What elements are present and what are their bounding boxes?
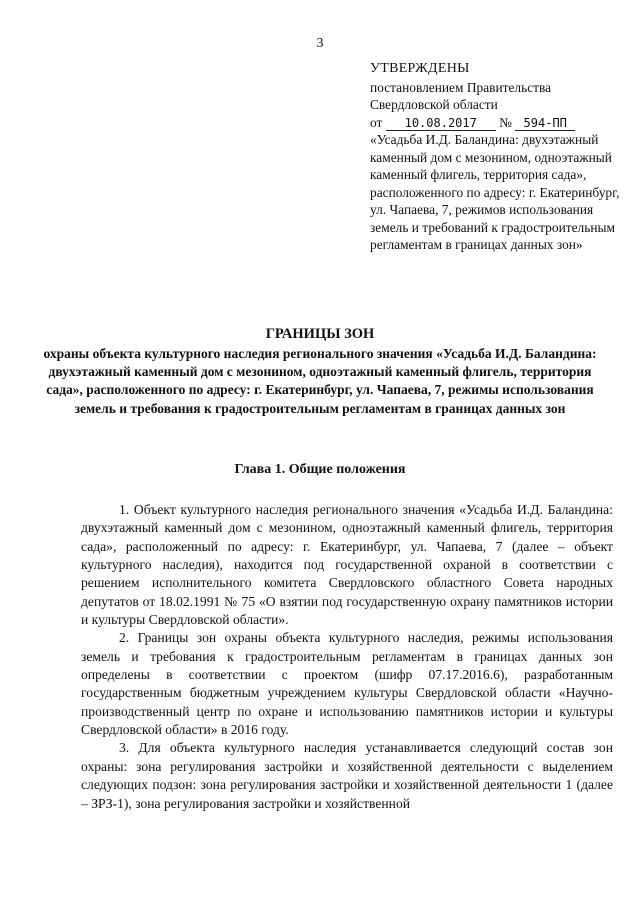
approval-date: 10.08.2017 xyxy=(386,117,496,131)
approval-number: 594-ПП xyxy=(515,117,575,131)
approval-date-line xyxy=(370,114,620,132)
page-number: 3 xyxy=(316,36,324,51)
chapter-heading: Глава 1. Общие положения xyxy=(234,462,406,477)
approval-line-1: постановлением Правительства xyxy=(370,79,552,95)
number-prefix: № xyxy=(499,114,512,130)
title-subtitle: охраны объекта культурного наследия регионального значения «Усадьба И.Д. Баландина: двухэтажный каменный дом с мезонином, одноэтажный каменный флигель, территория сада», расположенного по адресу: г. Екатеринбург, ул. Чапаева, 7, режимы использования земель и требования к градостроительным регламентам в границах данных зон xyxy=(43,346,597,416)
approval-subject: «Усадьба И.Д. Баландина: двухэтажный каменный дом с мезонином, одноэтажный каменный флигель, территория сада», расположенного по адресу: г. Екатеринбург, ул. Чапаева, 7, режимов использования земель и требований к градостроительным регламентам в границах данных зон» xyxy=(370,132,620,252)
paragraph-2: 2. Границы зон охраны объекта культурного наследия, режимы использования земель и требования к градостроительным регламентам в границах данных зон определены в соответствии с проектом (шифр 07.17.2016.6), разработанным государственным бюджетным учреждением культуры Свердловской области «Научно-производственный центр по охране и использованию памятников истории и культуры Свердловской области» в 2016 году. xyxy=(81,630,613,738)
approval-block xyxy=(370,60,620,254)
main-title: ГРАНИЦЫ ЗОН xyxy=(265,326,375,342)
title-block xyxy=(40,323,600,418)
body-text xyxy=(81,501,613,813)
approval-heading: УТВЕРЖДЕНЫ xyxy=(370,61,470,76)
date-prefix: от xyxy=(370,114,383,130)
approval-line-2: Свердловской области xyxy=(370,97,498,112)
paragraph-1: 1. Объект культурного наследия регионального значения «Усадьба И.Д. Баландина: двухэтажный каменный дом с мезонином, одноэтажный каменный флигель, территория сада», расположенный по адресу: г. Екатеринбург, ул. Чапаева, 7 (далее – объект культурного наследия), находится под государственной охраной в соответствии с решением исполнительного комитета Свердловского областного Совета народных депутатов от 18.02.1991 № 75 «О взятии под государственную охрану памятников истории и культуры Свердловской области». xyxy=(81,502,613,628)
paragraph-3: 3. Для объекта культурного наследия устанавливается следующий состав зон охраны: зона регулирования застройки и хозяйственной деятельности с выделением следующих подзон: зона регулирования застройки и хозяйственной деятельности 1 (далее – ЗРЗ-1), зона регулирования застройки и хозяйственной xyxy=(81,740,613,811)
